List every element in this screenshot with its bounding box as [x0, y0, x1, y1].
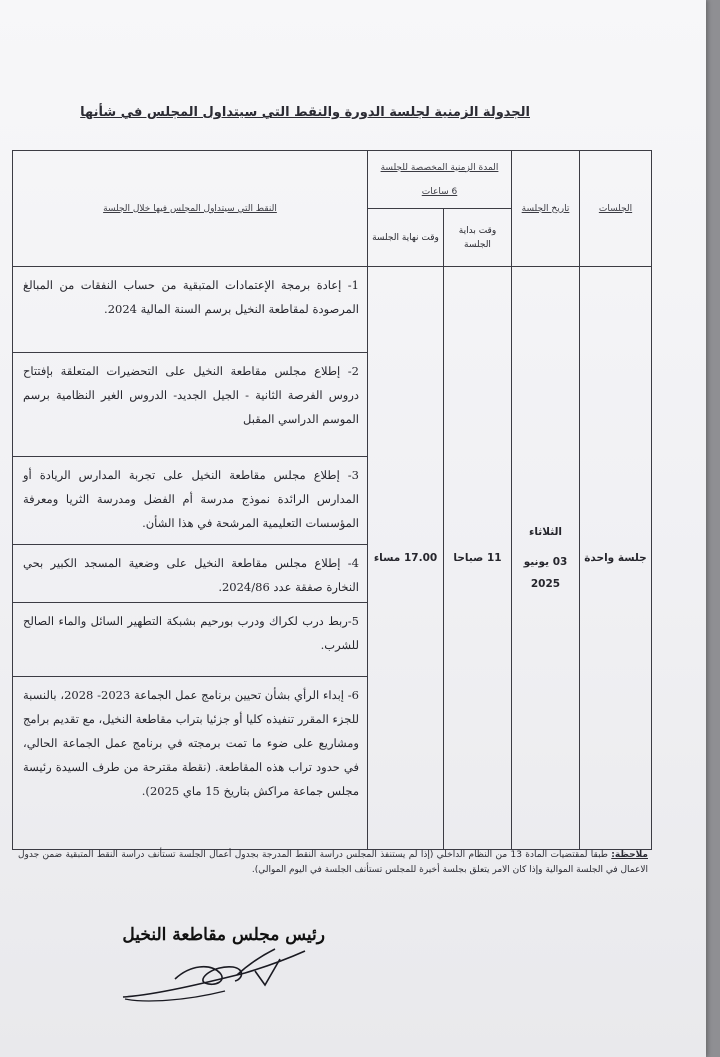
agenda-item-3: 3- إطلاع مجلس مقاطعة النخيل على تجربة المدارس الريادة أو المدارس الرائدة نموذج مدرسة أم الفضل ومدرسة الثريا ومعرفة المؤسسات التعليمية المرشحة في هذا الشأن.	[13, 457, 368, 545]
session-end-time: 17.00 مساء	[368, 267, 444, 850]
signer-title: رئيس مجلس مقاطعة النخيل	[122, 925, 325, 945]
note-text: طبقا لمقتضيات المادة 13 من النظام الداخلي (إذا لم يستنفذ المجلس دراسة النقط المدرجة بجدول أعمال الجلسة تستأنف دراسة النقط المتبقية ضمن جدول الاعمال في الجلسة الموالية وإذا كان الامر يتعلق بجلسة أخيرة للمجلس تستأنف الجلسة في اليوم الموالي).	[18, 850, 648, 875]
header-sessions: الجلسات	[580, 151, 652, 267]
footnote	[18, 848, 648, 878]
header-duration-label: المدة الزمنية المخصصة للجلسة	[380, 162, 499, 173]
session-date	[512, 267, 580, 850]
agenda-item-6: 6- إبداء الرأي بشأن تحيين برنامج عمل الجماعة 2023- 2028، بالنسبة للجزء المقرر تنفيذه كليا أو جزئيا بتراب مقاطعة النخيل، مع تقديم برامج ومشاريع على ضوء ما تمت برمجته في برنامج عمل الجماعة الحالي، في حدود تراب هذه المقاطعة. (نقطة مقترحة من طرف السيدة رئيسة مجلس جماعة مراكش بتاريخ 15 ماي 2025).	[13, 677, 368, 850]
header-duration-value: 6 ساعات	[421, 186, 458, 197]
session-year: 2025	[530, 578, 561, 590]
session-day: الثلاثاء	[528, 526, 563, 538]
document-title: الجدولة الزمنية لجلسة الدورة والنقط التي سيتداول المجلس في شأنها	[80, 105, 530, 120]
agenda-item-2: 2- إطلاع مجلس مقاطعة النخيل على التحضيرات المتعلقة بإفتتاح دروس الفرصة الثانية - الجيل الجديد- الدروس الغير النظامية برسم الموسم الدراسي المقبل	[13, 353, 368, 457]
header-start-time: وقت بداية الجلسة	[444, 209, 512, 267]
header-end-time: وقت نهاية الجلسة	[368, 209, 444, 267]
header-date: تاريخ الجلسة	[512, 151, 580, 267]
note-label: ملاحظة:	[611, 850, 648, 860]
header-points: النقط التي سيتداول المجلس فيها خلال الجلسة	[13, 151, 368, 267]
agenda-item-4: 4- إطلاع مجلس مقاطعة النخيل على وضعية المسجد الكبير بحي النخارة صفقة عدد 2024/86.	[13, 545, 368, 603]
agenda-item-5: 5-ربط درب لكراك ودرب بورحيم بشبكة التطهير السائل والماء الصالح للشرب.	[13, 603, 368, 677]
signature	[115, 945, 315, 1005]
session-day-month: 03 يونيو	[523, 556, 568, 568]
header-duration	[368, 151, 512, 209]
session-start-time: 11 صباحا	[444, 267, 512, 850]
agenda-item-1: 1- إعادة برمجة الإعتمادات المتبقية من حساب النفقات من المبالغ المرصودة لمقاطعة النخيل برسم السنة المالية 2024.	[13, 267, 368, 353]
schedule-table	[12, 150, 652, 850]
session-name: جلسة واحدة	[580, 267, 652, 850]
